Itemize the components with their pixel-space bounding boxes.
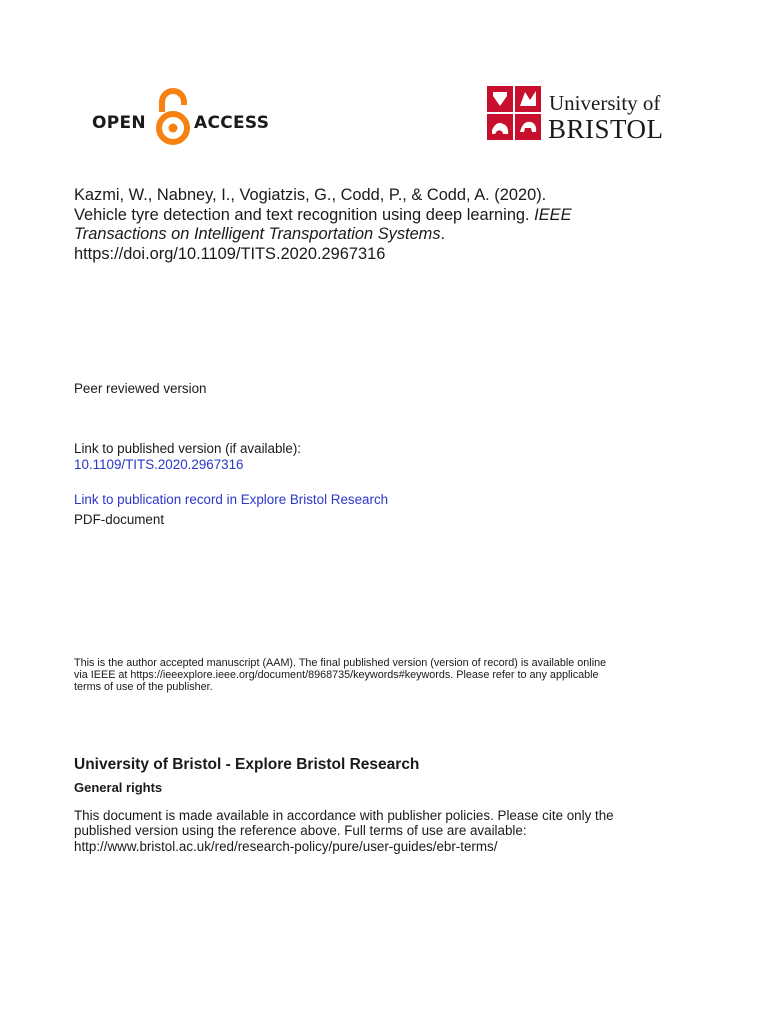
citation-journal-start: IEEE [534,205,572,224]
version-label: Peer reviewed version [74,381,207,396]
ebr-terms-url[interactable]: http://www.bristol.ac.uk/red/research-policy/pure/user-guides/ebr-terms/ [74,838,498,854]
open-access-word-right: ACCESS [194,113,270,133]
document-type: PDF-document [74,512,165,527]
rights-body-line: published version using the reference above. Full terms of use are available: [74,823,527,839]
citation-doi-url: https://doi.org/10.1109/TITS.2020.2967316 [74,244,386,263]
repository-heading: University of Bristol - Explore Bristol Research [74,756,420,773]
aam-notice [74,657,714,694]
bristol-crest-icon [487,86,541,140]
aam-notice-line: via IEEE at https://ieeexplore.ieee.org/document/8968735/keywords#keywords. Please refer to any applicable [74,669,599,682]
citation [74,186,714,264]
open-access-logo [92,86,272,148]
open-access-word-left: OPEN [92,113,146,133]
citation-title: Vehicle tyre detection and text recognition using deep learning. [74,205,535,224]
citation-journal: Transactions on Intelligent Transportation Systems [74,225,441,243]
published-version-label: Link to published version (if available): [74,441,302,456]
citation-journal-line [74,225,714,245]
university-of-bristol-logo [487,86,687,142]
open-access-lock-icon [92,86,272,148]
citation-journal-period: . [440,225,446,243]
university-of-label: University of [549,91,661,115]
aam-notice-line: terms of use of the publisher. [74,681,213,694]
general-rights-body [74,808,714,854]
citation-authors: Kazmi, W., Nabney, I., Vogiatzis, G., Codd, P., & Codd, A. (2020). [74,186,547,204]
rights-body-line: This document is made available in accordance with publisher policies. Please cite only the [74,808,614,823]
general-rights-heading: General rights [74,780,163,795]
aam-notice-line: This is the author accepted manuscript (AAM). The final published version (version of record) is available online [74,657,607,669]
publication-record-link[interactable]: Link to publication record in Explore Bristol Research [74,492,389,507]
citation-title-line [74,206,714,226]
bristol-label: BRISTOL [548,114,664,142]
published-doi-link[interactable]: 10.1109/TITS.2020.2967316 [74,457,244,472]
